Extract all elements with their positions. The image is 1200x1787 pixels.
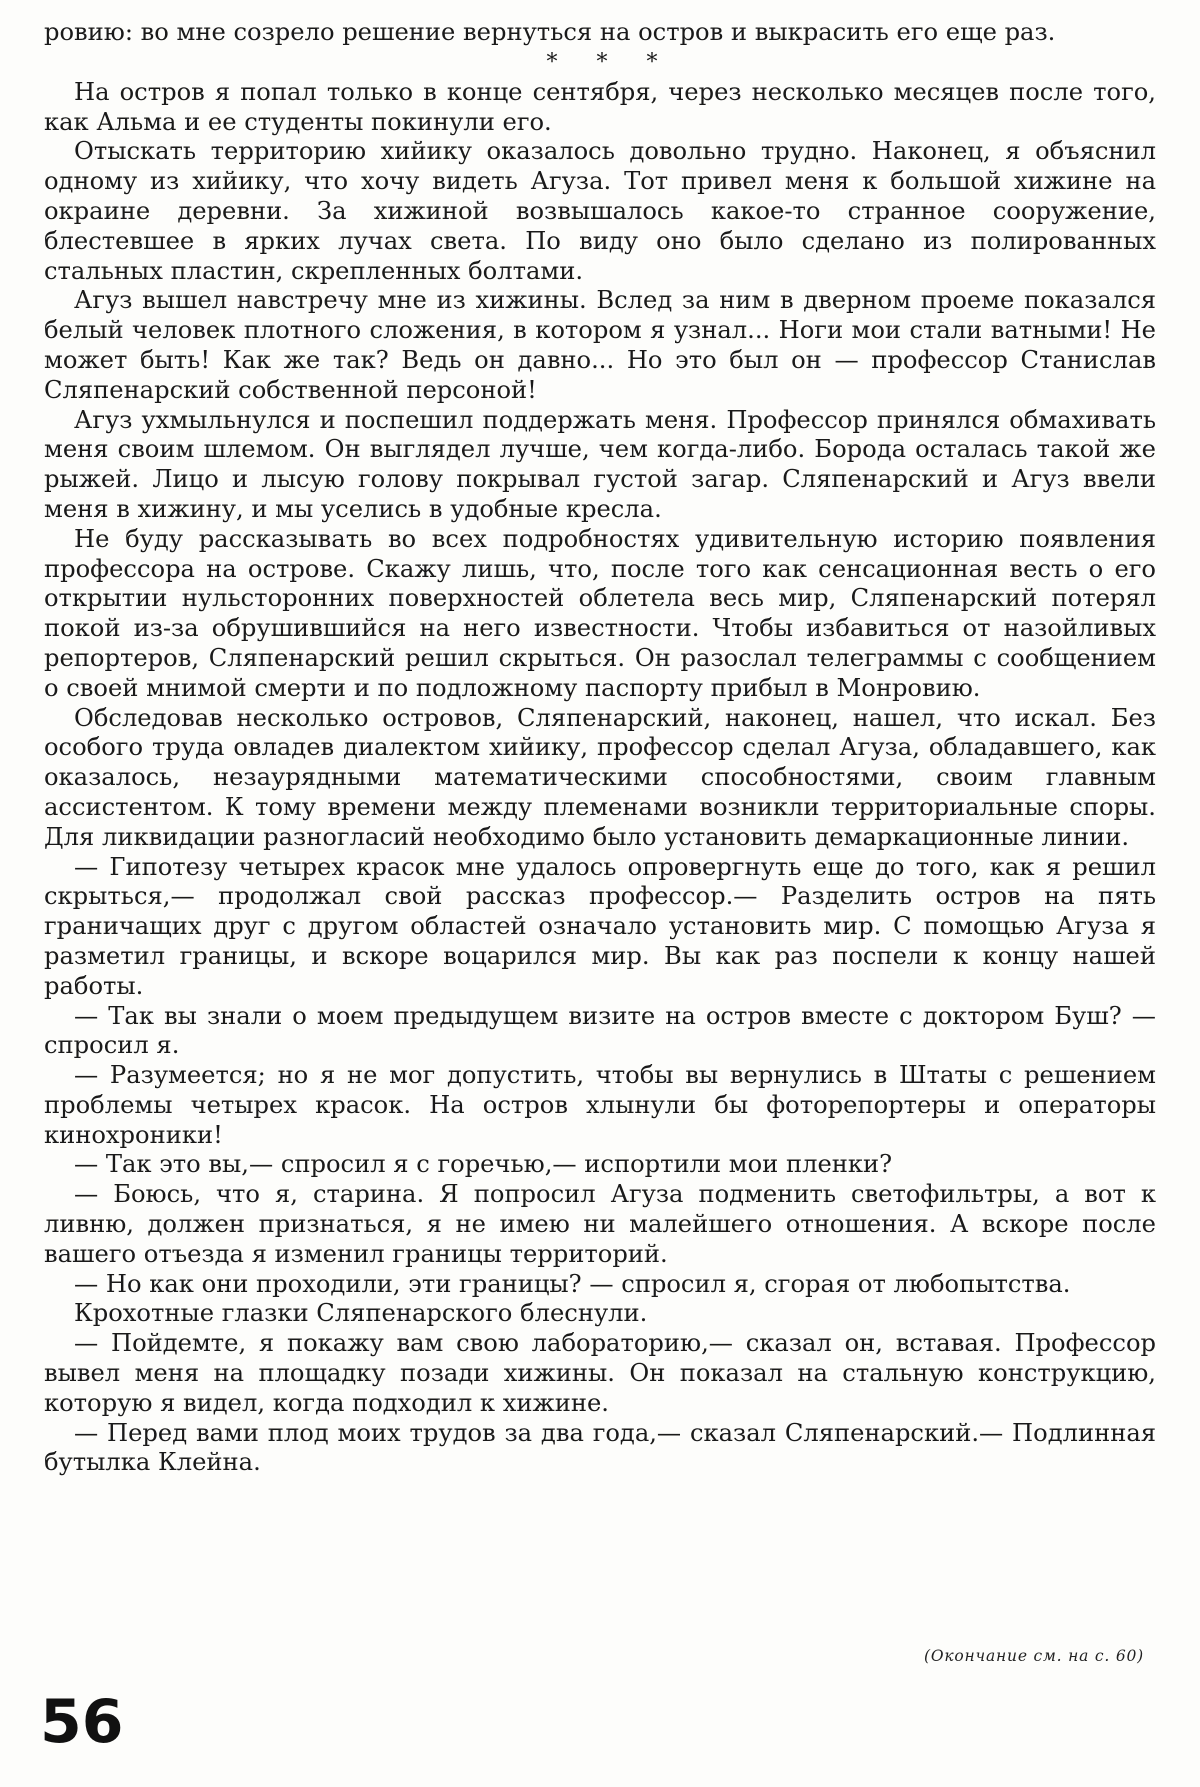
paragraph: — Так вы знали о моем предыдущем визите на остров вместе с доктором Буш? — спросил я.: [44, 1001, 1156, 1060]
paragraph: Крохотные глазки Сляпенарского блеснули.: [74, 1299, 648, 1328]
paragraph: — Гипотезу четырех красок мне удалось опровергнуть еще до того, как я решил скрыться,— продолжал свой рассказ профессор.— Разделить остров на пять граничащих друг с другом областей означало установить мир. С помощью Агуза я разметил границы, и вскоре воцарился мир. Вы как раз поспели к концу нашей работы.: [44, 852, 1156, 1000]
paragraph: — Перед вами плод моих трудов за два года,— сказал Сляпенарский.— Подлинная бутылка Клейна.: [44, 1418, 1156, 1477]
paragraph: Отыскать территорию хийику оказалось довольно трудно. Наконец, я объяснил одному из хийику, что хочу видеть Агуза. Тот привел меня к большой хижине на окраине деревни. За хижиной возвышалось какое-то странное сооружение, блестевшее в ярких лучах света. По виду оно было сделано из полированных стальных пластин, скрепленных болтами.: [44, 137, 1156, 285]
paragraph: Агуз ухмыльнулся и поспешил поддержать меня. Профессор принялся обмахивать меня своим шлемом. Он выглядел лучше, чем когда-либо. Борода осталась такой же рыжей. Лицо и лысую голову покрывал густой загар. Сляпенарский и Агуз ввели меня в хижину, и мы уселись в удобные кресла.: [44, 405, 1156, 523]
paragraph-continuation: ровию: во мне созрело решение вернуться на остров и выкрасить его еще раз.: [44, 18, 1056, 46]
page-number: 56: [40, 1687, 124, 1757]
article-text: [44, 18, 1156, 1478]
section-separator: * * *: [546, 49, 674, 75]
paragraph: — Разумеется; но я не мог допустить, чтобы вы вернулись в Штаты с решением проблемы четырех красок. На остров хлынули бы фоторепортеры и операторы кинохроники!: [44, 1061, 1156, 1149]
paragraph: — Боюсь, что я, старина. Я попросил Агуза подменить светофильтры, а вот к ливню, должен признаться, я не имею ни малейшего отношения. А вскоре после вашего отъезда я изменил границы территорий.: [44, 1180, 1156, 1268]
paragraph: Обследовав несколько островов, Сляпенарский, наконец, нашел, что искал. Без особого труда овладев диалектом хийику, профессор сделал Агуза, обладавшего, как оказалось, незаурядными математическими способностями, своим главным ассистентом. К тому времени между племенами возникли территориальные споры. Для ликвидации разногласий необходимо было установить демаркационные линии.: [44, 703, 1156, 851]
paragraph: — Пойдемте, я покажу вам свою лабораторию,— сказал он, вставая. Профессор вывел меня на площадку позади хижины. Он показал на стальную конструкцию, которую я видел, когда подходил к хижине.: [44, 1329, 1156, 1417]
paragraph: — Так это вы,— спросил я с горечью,— испортили мои пленки?: [74, 1150, 893, 1179]
continuation-note: (Окончание см. на с. 60): [924, 1647, 1144, 1665]
paragraph: На остров я попал только в конце сентября, через несколько месяцев после того, как Альма и ее студенты покинули его.: [44, 77, 1156, 136]
paragraph: Не буду рассказывать во всех подробностях удивительную историю появления профессора на острове. Скажу лишь, что, после того как сенсационная весть о его открытии нульсторонних поверхностей облетела весь мир, Сляпенарский потерял покой из-за обрушившийся на него известности. Чтобы избавиться от назойливых репортеров, Сляпенарский решил скрыться. Он разослал телеграммы с сообщением о своей мнимой смерти и по подложному паспорту прибыл в Монровию.: [44, 524, 1156, 702]
paragraph: Агуз вышел навстречу мне из хижины. Вслед за ним в дверном проеме показался белый человек плотного сложения, в котором я узнал... Ноги мои стали ватными! Не может быть! Как же так? Ведь он давно... Но это был он — профессор Станислав Сляпенарский собственной персоной!: [44, 286, 1156, 404]
paragraph: — Но как они проходили, эти границы? — спросил я, сгорая от любопытства.: [74, 1269, 1071, 1298]
